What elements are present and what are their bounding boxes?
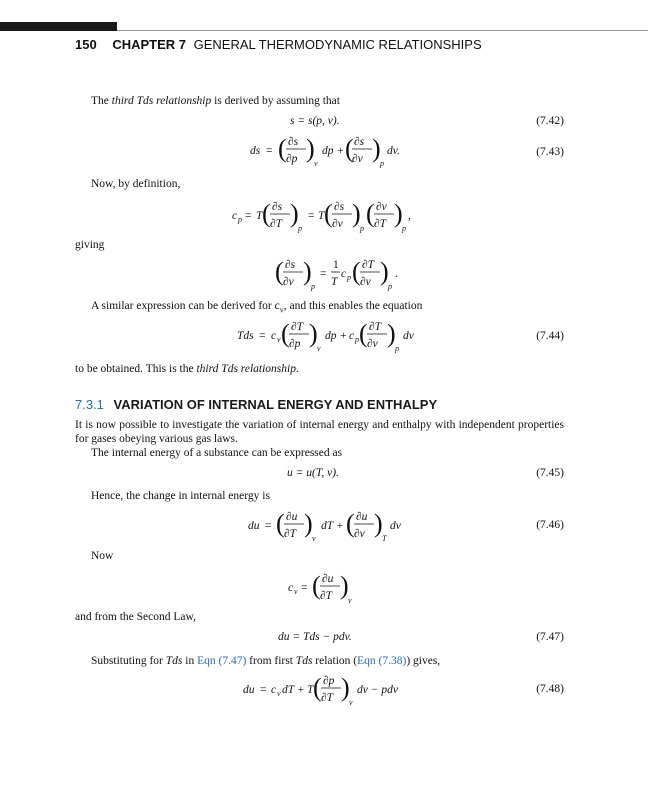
link-eqn-7-38[interactable]: Eqn (7.38) [357, 655, 407, 667]
text-similar-expression: A similar expression can be derived for $c_v$, and this enables the equation [91, 300, 423, 315]
svg-text:∂s: ∂s [354, 136, 365, 148]
equation-number-7-48: (7.48) [536, 683, 564, 695]
svg-text:(: ( [275, 257, 284, 286]
svg-text:p: p [388, 282, 392, 291]
svg-text:∂s: ∂s [334, 201, 345, 213]
svg-text:T: T [382, 534, 387, 543]
svg-text:c: c [232, 210, 238, 222]
link-eqn-7-47[interactable]: Eqn (7.47) [197, 655, 247, 667]
svg-text:∂T: ∂T [369, 321, 382, 333]
svg-text:ds: ds [250, 145, 261, 157]
svg-text:(: ( [262, 199, 271, 228]
equation-number-7-47: (7.47) [536, 631, 564, 643]
equation-number-7-42: (7.42) [536, 115, 564, 127]
svg-text:dv: dv [390, 520, 401, 532]
svg-text:(: ( [324, 199, 333, 228]
svg-text:=: = [260, 684, 267, 696]
svg-text:∂T: ∂T [362, 259, 375, 271]
svg-text:∂p: ∂p [323, 675, 335, 687]
text-now: Now [91, 550, 114, 562]
svg-text:): ) [303, 257, 312, 286]
equation-number-7-43: (7.43) [536, 146, 564, 158]
equation-7-43 [250, 132, 410, 173]
text-hence: Hence, the change in internal energy is [91, 490, 270, 502]
svg-text:du: du [243, 684, 255, 696]
svg-text:dp +: dp + [325, 330, 348, 342]
svg-text:c: c [271, 330, 277, 342]
svg-text:=: = [265, 520, 272, 532]
svg-text:): ) [374, 509, 383, 538]
equation-number-7-44: (7.44) [536, 330, 564, 342]
svg-text:(: ( [278, 134, 287, 163]
svg-text:c: c [341, 268, 347, 280]
svg-text:p: p [355, 335, 359, 344]
svg-text:v: v [349, 698, 353, 707]
svg-text:dT +: dT + [282, 684, 305, 696]
equation-ds-dv [275, 254, 398, 297]
equation-cp-definition [232, 196, 412, 239]
svg-text:=: = [259, 330, 266, 342]
svg-text:c: c [271, 684, 277, 696]
svg-text:∂T: ∂T [320, 590, 333, 602]
svg-text:(: ( [345, 134, 354, 163]
svg-text:): ) [306, 134, 315, 163]
svg-text:): ) [380, 257, 389, 286]
svg-text:∂T: ∂T [284, 528, 297, 540]
svg-text:T: T [318, 210, 325, 222]
paragraph-intro: The third Tds relationship is derived by assuming that [91, 95, 340, 107]
svg-text:∂p: ∂p [289, 338, 301, 350]
equation-7-47: du = Tds − pdv. [278, 631, 352, 643]
svg-text:∂T: ∂T [321, 692, 334, 704]
svg-text:∂s: ∂s [288, 136, 299, 148]
svg-text:v: v [312, 534, 316, 543]
equation-number-7-45: (7.45) [536, 467, 564, 479]
svg-text:(: ( [281, 319, 290, 348]
chapter-title: GENERAL THERMODYNAMIC RELATIONSHIPS [193, 37, 482, 52]
svg-text:T: T [256, 210, 263, 222]
svg-text:p: p [238, 215, 242, 224]
svg-text:(: ( [313, 673, 322, 702]
equation-cv-definition [288, 568, 368, 611]
equation-number-7-46: (7.46) [536, 519, 564, 531]
svg-text:∂s: ∂s [285, 259, 296, 271]
text-giving: giving [75, 239, 105, 251]
section-title: VARIATION OF INTERNAL ENERGY AND ENTHALPY [113, 397, 438, 412]
svg-text:): ) [387, 319, 396, 348]
svg-text:): ) [372, 134, 381, 163]
svg-text:∂T: ∂T [270, 218, 283, 230]
svg-text:T: T [331, 276, 338, 288]
svg-text:Tds: Tds [237, 330, 254, 342]
text-substituting: Substituting for Tds in Eqn (7.47) from first Tds relation (Eqn (7.38)) gives, [91, 655, 441, 667]
svg-text:): ) [340, 571, 349, 600]
equation-7-42: s = s(p, v). [290, 115, 340, 127]
svg-text:∂v: ∂v [367, 338, 378, 350]
svg-text:∂u: ∂u [286, 511, 298, 523]
svg-text:c: c [288, 582, 294, 594]
svg-text:∂u: ∂u [356, 511, 368, 523]
svg-text:dT +: dT + [321, 520, 344, 532]
svg-text:c: c [349, 330, 355, 342]
section-heading [75, 397, 437, 412]
svg-text:(: ( [352, 257, 361, 286]
svg-text:∂T: ∂T [291, 321, 304, 333]
svg-text:p: p [380, 159, 384, 168]
svg-text:v: v [348, 596, 352, 605]
svg-text:=: = [301, 582, 308, 594]
chapter-label: CHAPTER 7 [112, 37, 187, 52]
header-bar-dark [0, 22, 117, 31]
equation-7-48 [243, 670, 413, 713]
svg-text:dv − pdv: dv − pdv [357, 684, 398, 696]
text-to-be-obtained: to be obtained. This is the third Tds relationship. [75, 363, 299, 375]
text-now-by-definition: Now, by definition, [91, 178, 181, 190]
svg-text:v: v [277, 689, 281, 698]
svg-text:(: ( [359, 319, 368, 348]
svg-text:v: v [314, 159, 318, 168]
svg-text:(: ( [366, 199, 375, 228]
svg-text:.: . [395, 268, 398, 280]
section-number: 7.3.1 [75, 397, 104, 412]
svg-text:∂p: ∂p [286, 153, 298, 165]
svg-text:∂v: ∂v [354, 528, 365, 540]
svg-text:): ) [394, 199, 403, 228]
svg-text:p: p [311, 282, 315, 291]
equation-7-46 [248, 506, 408, 549]
svg-text:dp +: dp + [322, 145, 345, 157]
svg-text:=: = [245, 210, 252, 222]
svg-text:): ) [309, 319, 318, 348]
svg-text:): ) [341, 673, 350, 702]
svg-text:=: = [320, 268, 327, 280]
text-internal-energy: The internal energy of a substance can be expressed as [91, 447, 343, 459]
svg-text:1: 1 [333, 259, 339, 271]
svg-text:∂v: ∂v [376, 201, 387, 213]
svg-text:v: v [294, 587, 298, 596]
svg-text:(: ( [346, 509, 355, 538]
svg-text:(: ( [312, 571, 321, 600]
svg-text:dv: dv [403, 330, 414, 342]
svg-text:∂s: ∂s [272, 201, 283, 213]
svg-text:∂v: ∂v [283, 276, 294, 288]
text-second-law: and from the Second Law, [75, 611, 196, 623]
svg-text:dv.: dv. [387, 145, 400, 157]
svg-text:p: p [298, 224, 302, 233]
svg-text:p: p [360, 224, 364, 233]
running-head [75, 37, 482, 52]
svg-text:∂v: ∂v [352, 153, 363, 165]
svg-text:du: du [248, 520, 260, 532]
svg-text:): ) [352, 199, 361, 228]
svg-text:T: T [307, 684, 314, 696]
svg-text:=: = [308, 210, 315, 222]
svg-text:,: , [408, 210, 411, 222]
page-number: 150 [75, 37, 97, 52]
svg-text:∂u: ∂u [322, 573, 334, 585]
svg-text:): ) [304, 509, 313, 538]
paragraph-section-intro: It is now possible to investigate the variation of internal energy and enthalpy with independent properties for gases obeying various gas laws. [75, 419, 564, 445]
svg-text:∂v: ∂v [360, 276, 371, 288]
equation-7-45: u = u(T, v). [287, 467, 339, 479]
svg-text:v: v [317, 344, 321, 353]
svg-text:p: p [395, 344, 399, 353]
svg-text:p: p [347, 273, 351, 282]
svg-text:p: p [402, 224, 406, 233]
svg-text:=: = [266, 145, 273, 157]
svg-text:∂v: ∂v [332, 218, 343, 230]
svg-text:v: v [277, 335, 281, 344]
equation-7-44 [237, 316, 414, 359]
svg-text:(: ( [276, 509, 285, 538]
header-rule [117, 30, 648, 31]
svg-text:∂T: ∂T [374, 218, 387, 230]
svg-text:): ) [290, 199, 299, 228]
